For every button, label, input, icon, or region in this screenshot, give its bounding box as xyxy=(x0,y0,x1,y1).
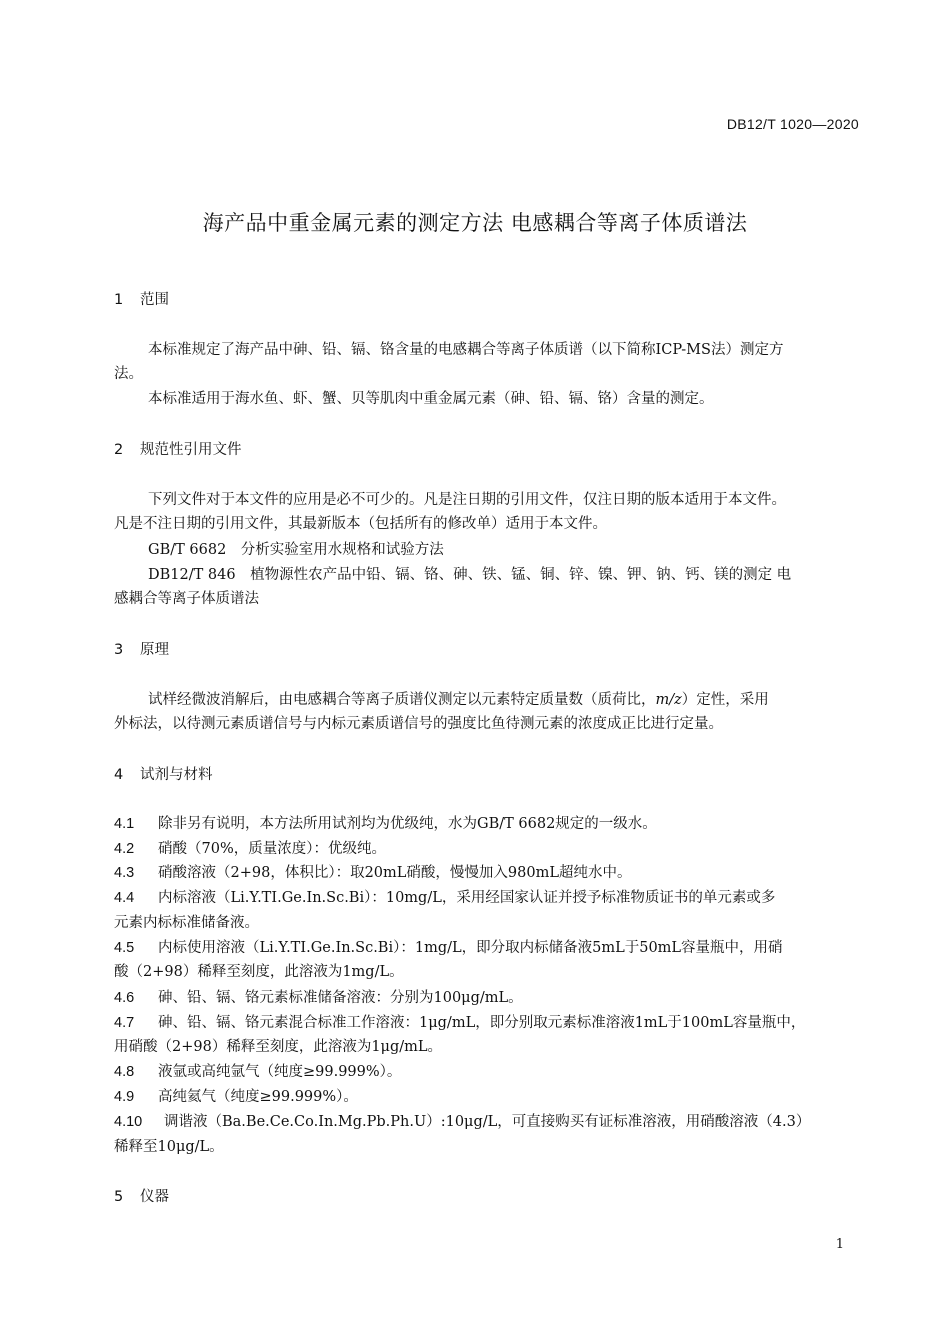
section-number: 2 xyxy=(114,442,124,458)
item-number: 4.1 xyxy=(114,816,135,832)
section-heading-normative-references xyxy=(114,438,242,459)
paragraph-line: 本标准规定了海产品中砷、铅、镉、铬含量的电感耦合等离子体质谱（以下简称ICP-MS法）测定方 xyxy=(148,342,784,358)
item-number: 4.6 xyxy=(114,990,135,1006)
paragraph-line: 外标法，以待测元素质谱信号与内标元素质谱信号的强度比鱼待测元素的浓度成正比进行定量。 xyxy=(114,716,723,732)
list-item xyxy=(114,861,631,882)
item-number: 4.9 xyxy=(114,1089,135,1105)
paragraph-line: 本标准适用于海水鱼、虾、蟹、贝等肌肉中重金属元素（砷、铅、镉、铬）含量的测定。 xyxy=(148,391,714,407)
item-text-continued: 稀释至10μg/L。 xyxy=(114,1139,224,1155)
section-title: 规范性引用文件 xyxy=(140,442,242,458)
item-number: 4.2 xyxy=(114,841,135,857)
list-item xyxy=(114,886,775,907)
item-text: 内标溶液（Li.Y.TI.Ge.In.Sc.Bi）：10mg/L，采用经国家认证并授予标准物质证书的单元素或多 xyxy=(158,890,776,906)
section-number: 5 xyxy=(114,1189,124,1205)
section-number: 1 xyxy=(114,292,124,308)
item-text: 砷、铅、镉、铬元素标准储备溶液：分别为100μg/mL。 xyxy=(158,990,523,1006)
section-heading-reagents xyxy=(114,763,213,784)
item-text: 硝酸（70%，质量浓度）：优级纯。 xyxy=(158,841,386,857)
text-run: 试样经微波消解后，由电感耦合等离子质谱仪测定以元素特定质量数（质荷比， xyxy=(148,692,656,708)
section-number: 3 xyxy=(114,642,124,658)
item-text: 除非另有说明，本方法所用试剂均为优级纯，水为GB/T 6682规定的一级水。 xyxy=(158,816,657,832)
reference-line: GB/T 6682 分析实验室用水规格和试验方法 xyxy=(148,542,444,558)
section-number: 4 xyxy=(114,767,124,783)
item-text-continued: 酸（2+98）稀释至刻度，此溶液为1mg/L。 xyxy=(114,964,404,980)
section-heading-instruments xyxy=(114,1185,169,1206)
item-number: 4.4 xyxy=(114,890,135,906)
item-number: 4.10 xyxy=(114,1114,143,1130)
paragraph-line: 下列文件对于本文件的应用是必不可少的。凡是注日期的引用文件，仅注日期的版本适用于本文件。 xyxy=(148,492,786,508)
document-code: DB12/T 1020—2020 xyxy=(726,116,859,132)
item-text: 硝酸溶液（2+98，体积比）：取20mL硝酸，慢慢加入980mL超纯水中。 xyxy=(158,865,632,881)
page-title: 海产品中重金属元素的测定方法 电感耦合等离子体质谱法 xyxy=(202,211,748,235)
item-text: 液氩或高纯氩气（纯度≥99.999%）。 xyxy=(158,1064,402,1080)
item-text: 高纯氦气（纯度≥99.999%）。 xyxy=(158,1089,358,1105)
list-item xyxy=(114,1110,810,1131)
section-title: 范围 xyxy=(140,292,169,308)
item-text: 内标使用溶液（Li.Y.TI.Ge.In.Sc.Bi）：1mg/L，即分取内标储备液5mL于50mL容量瓶中，用硝 xyxy=(158,940,783,956)
item-number: 4.3 xyxy=(114,865,135,881)
list-item xyxy=(114,1011,805,1032)
list-item xyxy=(114,986,523,1007)
item-text-continued: 用硝酸（2+98）稀释至刻度，此溶液为1μg/mL。 xyxy=(114,1039,443,1055)
section-heading-principle xyxy=(114,638,169,659)
item-text: 调谐液（Ba.Be.Ce.Co.In.Mg.Pb.Ph.U）:10μg/L，可直接购买有证标准溶液，用硝酸溶液（4.3） xyxy=(164,1114,811,1130)
mz-symbol: m/z xyxy=(655,692,682,708)
paragraph-line xyxy=(148,688,769,709)
list-item xyxy=(114,1085,358,1106)
item-text: 砷、铅、镉、铬元素混合标准工作溶液：1μg/mL，即分别取元素标准溶液1mL于100mL容量瓶中， xyxy=(158,1015,806,1031)
section-heading-scope xyxy=(114,288,169,309)
reference-line: 感耦合等离子体质谱法 xyxy=(114,591,259,607)
section-title: 仪器 xyxy=(140,1189,169,1205)
text-run: ）定性，采用 xyxy=(681,692,769,708)
item-number: 4.8 xyxy=(114,1064,135,1080)
page-number: 1 xyxy=(835,1237,844,1252)
item-number: 4.5 xyxy=(114,940,135,956)
list-item xyxy=(114,1060,401,1081)
paragraph-line: 凡是不注日期的引用文件，其最新版本（包括所有的修改单）适用于本文件。 xyxy=(114,516,607,532)
section-title: 试剂与材料 xyxy=(140,767,213,783)
list-item xyxy=(114,837,386,858)
item-text-continued: 元素内标标准储备液。 xyxy=(114,915,259,931)
item-number: 4.7 xyxy=(114,1015,135,1031)
section-title: 原理 xyxy=(140,642,169,658)
list-item xyxy=(114,936,783,957)
paragraph-line: 法。 xyxy=(114,366,143,382)
list-item xyxy=(114,812,657,833)
reference-line: DB12/T 846 植物源性农产品中铅、镉、铬、砷、铁、锰、铜、锌、镍、钾、钠、钙、镁的测定 电 xyxy=(148,567,792,583)
